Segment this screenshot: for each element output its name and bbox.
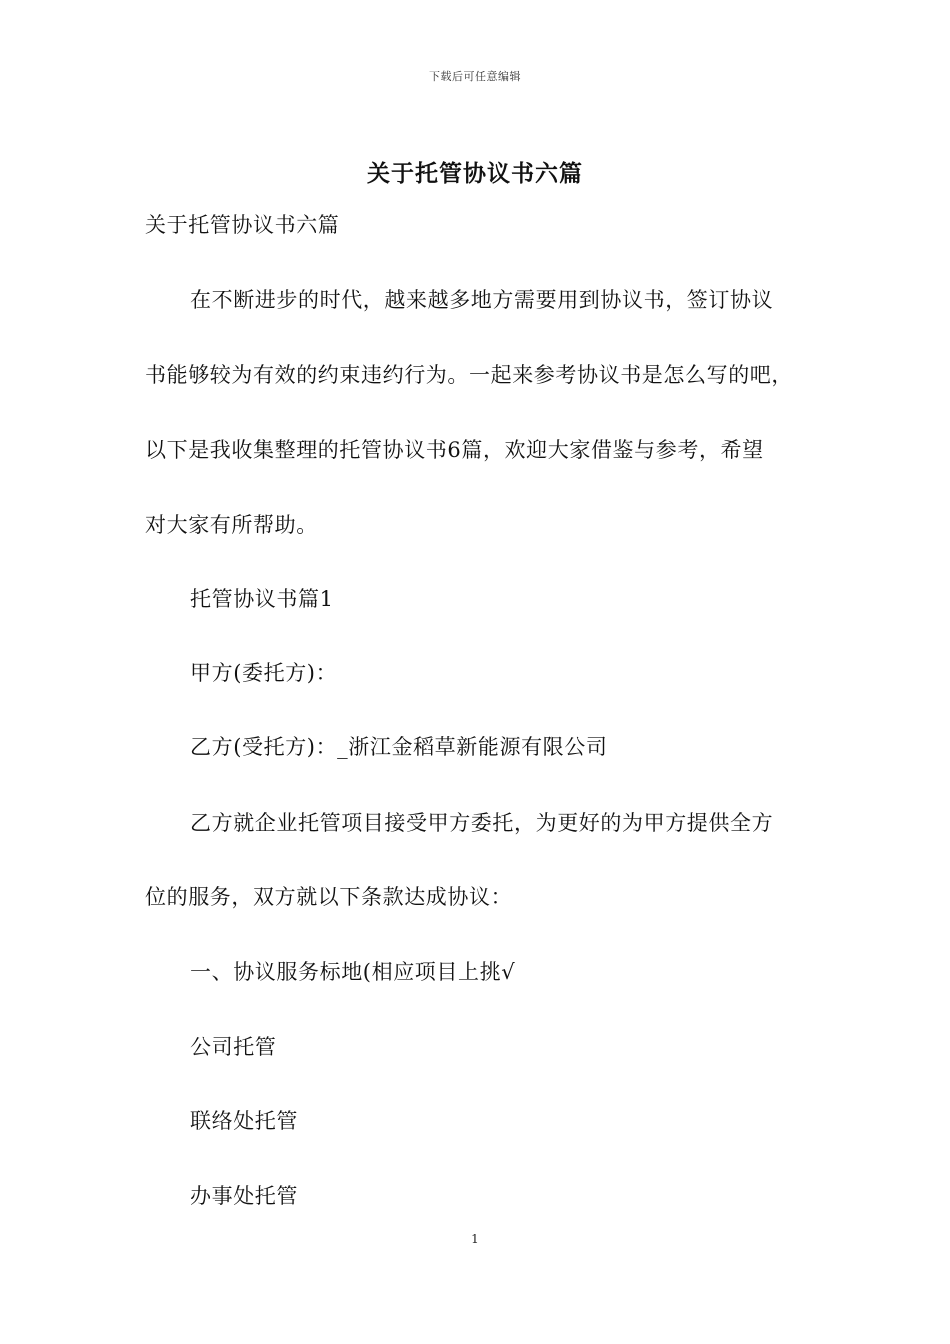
- intro-line-1: 在不断进步的时代，越来越多地方需要用到协议书，签订协议: [190, 288, 774, 312]
- subtitle-line: 关于托管协议书六篇: [145, 213, 340, 237]
- intro-line-3: 以下是我收集整理的托管协议书6篇，欢迎大家借鉴与参考，希望: [145, 438, 764, 462]
- intro-line-4: 对大家有所帮助。: [145, 513, 318, 537]
- party-b-line: 乙方(受托方)：_浙江金稻草新能源有限公司: [190, 735, 608, 759]
- agreement-line-2: 位的服务，双方就以下条款达成协议：: [145, 885, 513, 909]
- agreement-line-1: 乙方就企业托管项目接受甲方委托，为更好的为甲方提供全方: [190, 811, 774, 835]
- document-title: 关于托管协议书六篇: [367, 160, 583, 187]
- section-heading: 托管协议书篇1: [190, 587, 334, 611]
- service-item: 联络处托管: [190, 1109, 298, 1133]
- intro-line-2: 书能够较为有效的约束违约行为。一起来参考协议书是怎么写的吧，: [145, 363, 793, 387]
- page-number: 1: [471, 1232, 479, 1246]
- service-item: 公司托管: [190, 1035, 277, 1059]
- header-note: 下载后可任意编辑: [429, 70, 521, 83]
- clause-1-line: 一、协议服务标地(相应项目上挑√: [190, 960, 516, 984]
- party-a-line: 甲方(委托方)：: [190, 661, 338, 685]
- service-item: 办事处托管: [190, 1184, 298, 1208]
